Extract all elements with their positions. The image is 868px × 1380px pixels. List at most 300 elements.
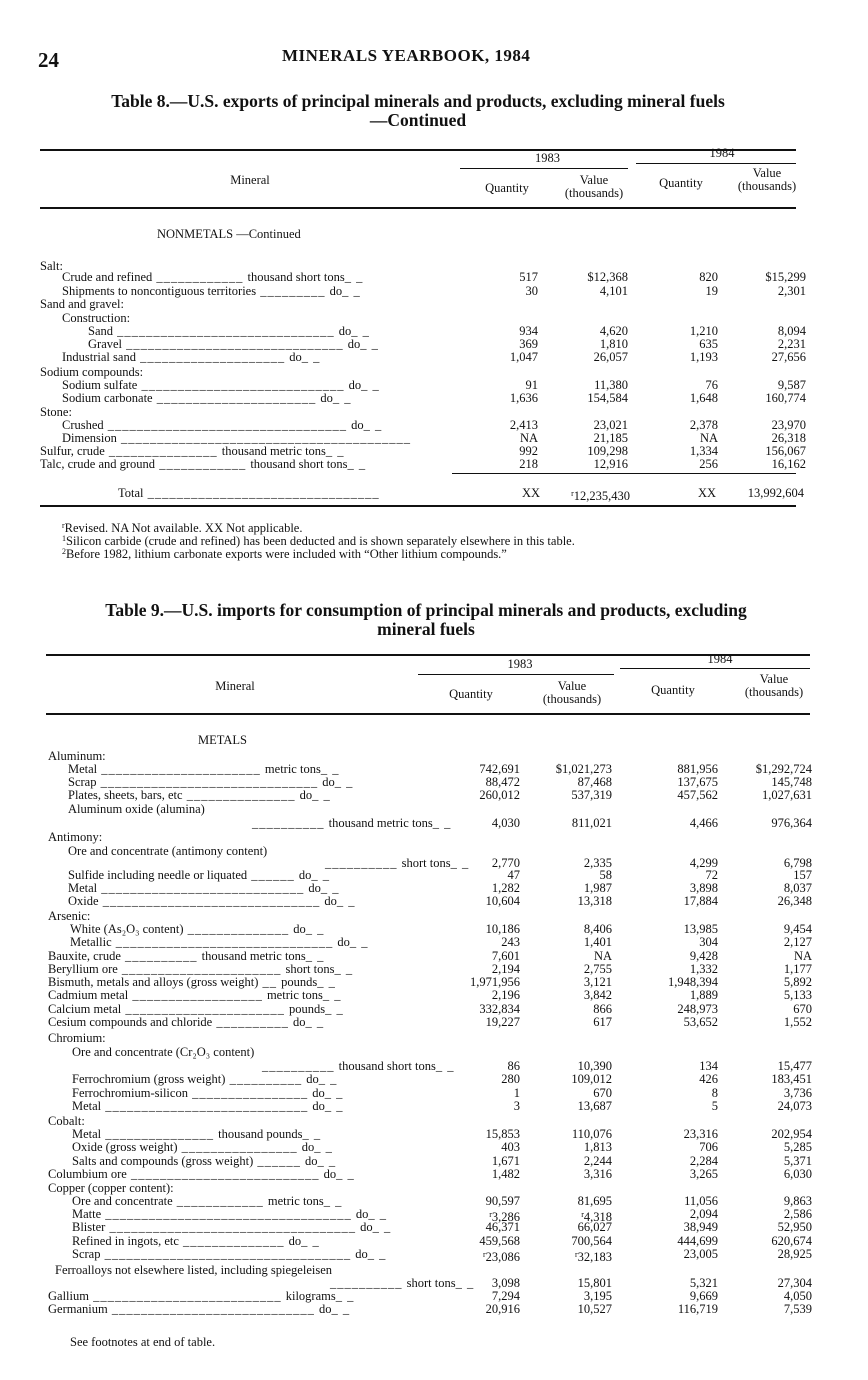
cell-q84: 1,332 — [689, 962, 718, 976]
row-unit: do — [308, 881, 321, 895]
table9-row — [0, 1073, 868, 1086]
cell-q84: 38,949 — [683, 1220, 718, 1234]
table8-bottom-rule — [40, 505, 796, 507]
row-label: Oxide (gross weight) ________________ do_ _ — [72, 1140, 333, 1154]
table8-header-rule — [40, 207, 796, 209]
cell-q84: 13,985 — [683, 922, 718, 936]
row-label: Sand and gravel: — [40, 297, 125, 311]
cell-q83: 2,770 — [491, 856, 520, 870]
table9-qty-header-1984: Quantity — [651, 683, 695, 697]
table9-title-line2: mineral fuels — [377, 619, 475, 639]
cell-q84: NA — [699, 431, 718, 445]
table9-row — [0, 803, 868, 816]
row-label: Scrap ______________________________ do_ _ — [68, 775, 354, 789]
cell-q83: 517 — [519, 270, 538, 284]
row-unit: do — [351, 418, 364, 432]
cell-v84: 6,030 — [783, 1167, 812, 1181]
table8-total-rule — [452, 473, 796, 474]
row-unit: thousand short tons — [250, 457, 348, 471]
see-footnotes-note: See footnotes at end of table. — [70, 1335, 216, 1349]
cell-q83: 30 — [525, 284, 538, 298]
cell-v83: 154,584 — [587, 391, 628, 405]
cell-v83: 537,319 — [571, 788, 612, 802]
row-label: Copper (copper content): — [48, 1181, 174, 1195]
cell-v83: 1,401 — [583, 935, 612, 949]
row-label: __________ short tons_ _ — [330, 1276, 475, 1290]
row-unit: do — [360, 1220, 373, 1234]
table8-title — [40, 92, 796, 130]
cell-v84: $1,292,724 — [755, 762, 812, 776]
cell-q83: 280 — [501, 1072, 520, 1086]
cell-v84: NA — [793, 949, 812, 963]
row-unit: thousand metric tons — [221, 444, 326, 458]
row-label: __________ thousand metric tons_ _ — [252, 816, 452, 830]
cell-v83: $^r$4,318 — [581, 1210, 612, 1224]
cell-q83: NA — [519, 431, 538, 445]
row-label: Metal ____________________________ do_ _ — [72, 1099, 344, 1113]
cell-v84: 9,454 — [783, 922, 812, 936]
cell-q83: 10,604 — [485, 894, 520, 908]
row-unit: do — [312, 1099, 325, 1113]
cell-q84: 116,719 — [677, 1302, 718, 1316]
cell-q83: 742,691 — [479, 762, 520, 776]
cell-v84: 26,318 — [771, 431, 806, 445]
cell-q83: $^r$23,086 — [482, 1250, 520, 1264]
cell-v84: $15,299 — [765, 270, 806, 284]
cell-v84: 1,552 — [783, 1015, 812, 1029]
cell-q83: 4,030 — [491, 816, 520, 830]
table8-row — [0, 458, 868, 471]
row-label: Stone: — [40, 405, 72, 419]
cell-v84: 145,748 — [771, 775, 812, 789]
cell-v84: 5,371 — [783, 1154, 812, 1168]
cell-q83: 1 — [513, 1086, 520, 1100]
cell-q83: 934 — [519, 324, 538, 338]
table9-row — [0, 1168, 868, 1181]
row-label: Matte __________________________________ do_ _ — [72, 1207, 388, 1221]
cell-v84: 2,231 — [777, 337, 806, 351]
table8-footnote-2: $^1$Silicon carbide (crude and refined) has been deducted and is shown separately elsewhere in this table. — [62, 534, 575, 548]
row-unit: short tons — [401, 856, 451, 870]
cell-q84: 2,094 — [689, 1207, 718, 1221]
table8-value-label1-1983: Value — [579, 173, 609, 187]
row-unit: do — [323, 1167, 337, 1181]
cell-q84: 23,005 — [683, 1247, 718, 1261]
cell-q84: 17,884 — [683, 894, 718, 908]
row-unit: kilograms — [285, 1289, 336, 1303]
row-label: Ferrochromium-silicon ________________ do_ _ — [72, 1086, 344, 1100]
table9-row — [0, 1141, 868, 1154]
cell-v84: 1,177 — [783, 962, 812, 976]
table8-footnote-1: $^r$Revised. NA Not available. XX Not applicable. — [62, 521, 303, 535]
cell-q84: 2,378 — [689, 418, 718, 432]
cell-v83: 58 — [599, 868, 612, 882]
table8-value-label2-1983: (thousands) — [564, 186, 624, 200]
cell-v83: 12,916 — [593, 457, 628, 471]
row-unit: do — [292, 1015, 306, 1029]
row-unit: short tons — [406, 1276, 456, 1290]
cell-v84: 9,587 — [777, 378, 806, 392]
table9-section-heading: METALS — [198, 733, 247, 747]
cell-v83: 21,185 — [593, 431, 628, 445]
cell-q84: 11,056 — [684, 1194, 718, 1208]
table8-total-v83: $^r$12,235,430 — [571, 489, 630, 503]
cell-v84: 620,674 — [771, 1234, 812, 1248]
cell-v84: 5,285 — [783, 1140, 812, 1154]
row-label: Salt: — [40, 259, 63, 273]
row-label: Beryllium ore ______________________ short tons_ _ — [48, 962, 354, 976]
cell-v83: 13,687 — [577, 1099, 612, 1113]
table8-qty-header-1983: Quantity — [485, 181, 529, 195]
table9-row — [0, 789, 868, 802]
row-unit: do — [299, 788, 313, 802]
row-unit: metric tons — [267, 1194, 324, 1208]
table9-row — [0, 1100, 868, 1113]
table9-value-label2-1984: (thousands) — [744, 685, 804, 699]
cell-q84: 5 — [711, 1099, 718, 1113]
cell-q83: 90,597 — [485, 1194, 520, 1208]
cell-q83: 3 — [513, 1099, 520, 1113]
cell-v84: 8,094 — [777, 324, 806, 338]
table9-value-label1-1983: Value — [557, 679, 587, 693]
cell-v83: 3,316 — [583, 1167, 612, 1181]
cell-q83: 1,282 — [491, 881, 520, 895]
table8-total-label: Total ________________________________ — [118, 486, 380, 500]
row-unit: do — [318, 1302, 332, 1316]
cell-v84: 28,925 — [777, 1247, 812, 1261]
cell-v84: 7,539 — [783, 1302, 812, 1316]
cell-v83: 4,101 — [599, 284, 628, 298]
table8-row — [0, 285, 868, 298]
row-label: Talc, crude and ground ____________ thousand short tons_ _ — [40, 457, 367, 471]
cell-v83: 4,620 — [599, 324, 628, 338]
cell-v84: 4,050 — [783, 1289, 812, 1303]
cell-q84: 134 — [699, 1059, 718, 1073]
row-label: Metallic ______________________________ do_ _ — [70, 935, 369, 949]
cell-v83: 11,380 — [594, 378, 628, 392]
cell-v83: 81,695 — [577, 1194, 612, 1208]
table9-title — [40, 601, 812, 639]
cell-v84: 183,451 — [771, 1072, 812, 1086]
cell-v83: 1,810 — [599, 337, 628, 351]
row-unit: do — [348, 378, 362, 392]
cell-v84: 670 — [793, 1002, 812, 1016]
row-label: Scrap __________________________________ do_ _ — [72, 1247, 387, 1261]
cell-q83: 1,047 — [509, 350, 538, 364]
cell-q83: 46,371 — [485, 1220, 520, 1234]
table9-year-1984: 1984 — [707, 652, 733, 666]
cell-q84: 444,699 — [677, 1234, 718, 1248]
cell-v83: $^r$32,183 — [574, 1250, 612, 1264]
table8-qty-header-1984: Quantity — [659, 176, 703, 190]
row-unit: metric tons — [266, 988, 323, 1002]
table9-year-rule-1983 — [418, 674, 614, 675]
cell-v83: 109,298 — [587, 444, 628, 458]
cell-v83: $12,368 — [587, 270, 628, 284]
cell-q84: 426 — [699, 1072, 718, 1086]
table9-row — [0, 1247, 868, 1264]
table9-value-label2-1983: (thousands) — [542, 692, 602, 706]
cell-q83: 7,294 — [491, 1289, 520, 1303]
cell-v84: 202,954 — [771, 1127, 812, 1141]
cell-v84: 5,133 — [783, 988, 812, 1002]
row-unit: do — [324, 894, 337, 908]
cell-v84: 976,364 — [771, 816, 812, 830]
table8-row — [0, 351, 868, 364]
row-label: Aluminum oxide (alumina) — [68, 802, 205, 816]
cell-q83: 369 — [519, 337, 538, 351]
row-label: Cobalt: — [48, 1114, 85, 1128]
table9-header-rule — [46, 713, 810, 715]
row-label: Crushed _________________________________ do_ _ — [62, 418, 383, 432]
table9-row — [0, 936, 868, 949]
row-unit: do — [301, 1140, 315, 1154]
cell-q84: 881,956 — [677, 762, 718, 776]
cell-v83: 3,195 — [583, 1289, 612, 1303]
table9-row — [0, 1221, 868, 1234]
table9-value-label1-1984: Value — [759, 672, 789, 686]
cell-v84: 3,736 — [783, 1086, 812, 1100]
cell-v83: 8,406 — [583, 922, 612, 936]
table8-total-q83: XX — [521, 486, 540, 500]
table9-row — [0, 895, 868, 908]
row-label: Arsenic: — [48, 909, 91, 923]
cell-v84: 9,863 — [783, 1194, 812, 1208]
cell-q84: 457,562 — [677, 788, 718, 802]
row-label: Ore and concentrate (Cr₂O₃ content) — [72, 1045, 255, 1059]
cell-v83: 670 — [593, 1086, 612, 1100]
table8-value-label1-1984: Value — [752, 166, 782, 180]
cell-v84: 2,127 — [783, 935, 812, 949]
row-unit: do — [320, 391, 333, 405]
cell-q84: 248,973 — [677, 1002, 718, 1016]
cell-q84: 304 — [699, 935, 718, 949]
row-unit: thousand short tons — [247, 270, 345, 284]
cell-v84: 24,073 — [777, 1099, 812, 1113]
table9-value-header-1983 — [526, 680, 618, 706]
row-label: Gravel ______________________________ do_ _ — [88, 337, 379, 351]
cell-q83: 15,853 — [485, 1127, 520, 1141]
cell-q83: 3,098 — [491, 1276, 520, 1290]
cell-q83: 992 — [519, 444, 538, 458]
row-unit: short tons — [285, 962, 335, 976]
cell-v83: 811,021 — [571, 816, 612, 830]
table8-year-1983: 1983 — [535, 151, 560, 165]
row-label: Ore and concentrate ____________ metric tons_ _ — [72, 1194, 343, 1208]
cell-q84: 9,669 — [689, 1289, 718, 1303]
cell-v84: 6,798 — [783, 856, 812, 870]
cell-v84: 1,027,631 — [762, 788, 812, 802]
cell-v83: 110,076 — [571, 1127, 612, 1141]
cell-v83: 15,801 — [577, 1276, 612, 1290]
row-label: Germanium ____________________________ do_ _ — [48, 1302, 351, 1316]
cell-v83: 26,057 — [593, 350, 628, 364]
row-label: Sodium sulfate ____________________________ do_ _ — [62, 378, 380, 392]
cell-q84: 23,316 — [683, 1127, 718, 1141]
table8-row — [0, 392, 868, 405]
cell-q83: 1,482 — [491, 1167, 520, 1181]
row-label: Oxide ______________________________ do_ _ — [68, 894, 356, 908]
cell-q83: 1,671 — [491, 1154, 520, 1168]
cell-q84: 635 — [699, 337, 718, 351]
table8-row — [0, 298, 868, 311]
row-unit: do — [298, 868, 312, 882]
table9-row — [0, 989, 868, 1002]
table9-mineral-header: Mineral — [215, 679, 255, 693]
row-unit: do — [304, 1154, 318, 1168]
cell-q83: 332,834 — [479, 1002, 520, 1016]
table8-year-rule-1983 — [460, 168, 628, 169]
cell-v84: 15,477 — [777, 1059, 812, 1073]
cell-v84: 5,892 — [783, 975, 812, 989]
row-label: __________ thousand short tons_ _ — [262, 1059, 455, 1073]
table8-mineral-header: Mineral — [230, 173, 270, 187]
cell-q84: 4,466 — [689, 816, 718, 830]
row-label: Sodium compounds: — [40, 365, 144, 379]
table9-title-line1: Table 9.—U.S. imports for consumption of principal minerals and products, excluding — [105, 600, 747, 620]
row-unit: thousand metric tons — [328, 816, 433, 830]
cell-q84: 1,193 — [689, 350, 718, 364]
cell-q83: 86 — [507, 1059, 520, 1073]
row-label: White (As₂O₃ content) ______________ do_ _ — [70, 922, 325, 936]
cell-v84: 27,304 — [777, 1276, 812, 1290]
row-label: Bauxite, crude __________ thousand metric tons_ _ — [48, 949, 325, 963]
cell-q84: 1,648 — [689, 391, 718, 405]
row-label: Metal ______________________ metric tons_ _ — [68, 762, 340, 776]
row-unit: do — [337, 935, 350, 949]
table8-year-1984: 1984 — [709, 146, 735, 160]
row-label: Plates, sheets, bars, etc _______________ do_ _ — [68, 788, 331, 802]
row-label: Sodium carbonate ______________________ do_ _ — [62, 391, 352, 405]
row-label: Ferrochromium (gross weight) __________ do_ _ — [72, 1072, 338, 1086]
cell-v84: 52,950 — [777, 1220, 812, 1234]
table9-year-rule-1984 — [620, 668, 810, 669]
table8-footnote-3: $^2$Before 1982, lithium carbonate exports were included with “Other lithium compounds.” — [62, 547, 507, 561]
cell-v83: $1,021,273 — [555, 762, 612, 776]
cell-v83: 700,564 — [571, 1234, 612, 1248]
row-label: Salts and compounds (gross weight) ______ do_ _ — [72, 1154, 337, 1168]
cell-q84: 4,299 — [689, 856, 718, 870]
cell-q84: 8 — [711, 1086, 718, 1100]
row-unit: do — [347, 337, 361, 351]
row-unit: pounds — [281, 975, 318, 989]
cell-q83: 20,916 — [485, 1302, 520, 1316]
row-unit: do — [293, 922, 306, 936]
row-label: Sulfide including needle or liquated ______ do_ _ — [68, 868, 330, 882]
cell-q84: 1,334 — [689, 444, 718, 458]
cell-q84: 1,948,394 — [668, 975, 718, 989]
cell-v83: 10,390 — [577, 1059, 612, 1073]
cell-q83: 1,636 — [509, 391, 538, 405]
row-label: Aluminum: — [48, 749, 106, 763]
table9-value-header-1984 — [728, 673, 820, 699]
row-unit: do — [355, 1247, 368, 1261]
cell-q84: 137,675 — [677, 775, 718, 789]
cell-v84: 2,301 — [777, 284, 806, 298]
table8-section-heading: NONMETALS —Continued — [157, 227, 301, 241]
row-label: Cadmium metal __________________ metric tons_ _ — [48, 988, 342, 1002]
cell-q83: 2,196 — [491, 988, 520, 1002]
cell-q83: 260,012 — [479, 788, 520, 802]
cell-q84: 2,284 — [689, 1154, 718, 1168]
table8-title-line2: —Continued — [369, 110, 467, 130]
cell-q84: 256 — [699, 457, 718, 471]
cell-v83: 1,813 — [583, 1140, 612, 1154]
row-unit: do — [322, 775, 335, 789]
row-label: Chromium: — [48, 1031, 106, 1045]
cell-q83: $^r$3,286 — [489, 1210, 520, 1224]
cell-v83: 1,987 — [583, 881, 612, 895]
table9-row — [0, 1046, 868, 1059]
row-label: Sulfur, crude _______________ thousand metric tons_ _ — [40, 444, 345, 458]
row-label: Calcium metal ______________________ pounds_ _ — [48, 1002, 344, 1016]
cell-v83: 10,527 — [577, 1302, 612, 1316]
row-label: Metal ____________________________ do_ _ — [68, 881, 340, 895]
cell-q84: 53,652 — [683, 1015, 718, 1029]
row-label: Columbium ore __________________________ do_ _ — [48, 1167, 355, 1181]
table9-row — [0, 831, 868, 844]
row-unit: do — [355, 1207, 369, 1221]
cell-v83: 3,121 — [583, 975, 612, 989]
row-unit: thousand pounds — [218, 1127, 303, 1141]
row-label: Construction: — [62, 311, 131, 325]
cell-q84: 3,898 — [689, 881, 718, 895]
cell-q83: 2,413 — [509, 418, 538, 432]
table9-row — [0, 1032, 868, 1045]
row-unit: do — [312, 1086, 325, 1100]
row-label: Antimony: — [48, 830, 103, 844]
cell-q84: 1,889 — [689, 988, 718, 1002]
row-label: Ore and concentrate (antimony content) — [68, 844, 268, 858]
cell-v84: 8,037 — [783, 881, 812, 895]
cell-v83: 2,755 — [583, 962, 612, 976]
cell-q84: 820 — [699, 270, 718, 284]
cell-v84: 160,774 — [765, 391, 806, 405]
cell-v84: 156,067 — [765, 444, 806, 458]
table8-row — [0, 271, 868, 284]
table9-row — [0, 817, 868, 830]
cell-q83: 88,472 — [485, 775, 520, 789]
cell-q84: 72 — [705, 868, 718, 882]
table9-row — [0, 1016, 868, 1029]
cell-v83: 2,244 — [583, 1154, 612, 1168]
cell-q83: 403 — [501, 1140, 520, 1154]
row-unit: do — [288, 1234, 302, 1248]
cell-q84: 76 — [705, 378, 718, 392]
table9-qty-header-1983: Quantity — [449, 687, 493, 701]
page-number: 24 — [38, 48, 59, 72]
table9-row — [0, 1303, 868, 1316]
cell-q83: 91 — [525, 378, 538, 392]
cell-v84: 27,656 — [771, 350, 806, 364]
cell-v84: 23,970 — [771, 418, 806, 432]
row-label: Bismuth, metals and alloys (gross weight) __ pounds_ _ — [48, 975, 336, 989]
cell-q83: 218 — [519, 457, 538, 471]
row-label: Sand ______________________________ do_ _ — [88, 324, 370, 338]
table8-year-rule-1984 — [636, 163, 796, 164]
row-label: Refined in ingots, etc ______________ do_ _ — [72, 1234, 320, 1248]
cell-v84: 157 — [793, 868, 812, 882]
cell-q83: 2,194 — [491, 962, 520, 976]
row-label: Industrial sand ____________________ do_ _ — [62, 350, 321, 364]
row-label: Blister __________________________________ do_ _ — [72, 1220, 392, 1234]
row-unit: do — [329, 284, 343, 298]
cell-v83: 2,335 — [583, 856, 612, 870]
table8-value-label2-1984: (thousands) — [737, 179, 797, 193]
row-label: __________ short tons_ _ — [325, 856, 470, 870]
running-head: MINERALS YEARBOOK, 1984 — [282, 46, 531, 65]
cell-q84: 5,321 — [689, 1276, 718, 1290]
